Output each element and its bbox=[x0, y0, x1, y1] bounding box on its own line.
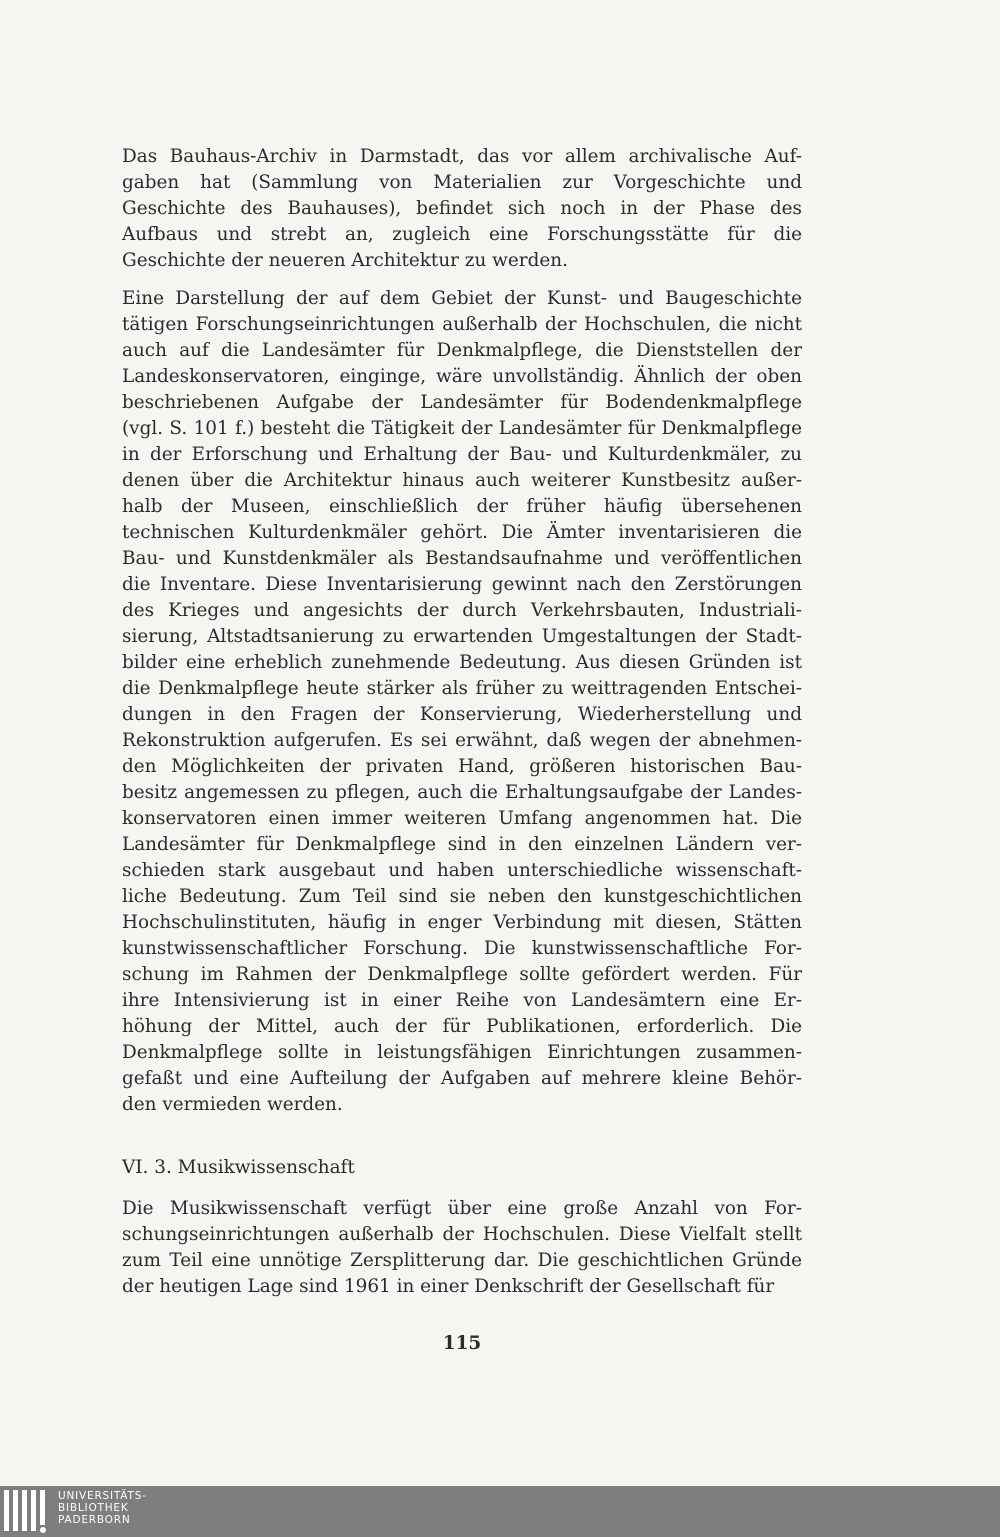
text-line: zum Teil eine unnötige Zersplitterung dar. Die geschichtlichen Gründe bbox=[122, 1250, 802, 1271]
text-line: gefaßt und eine Aufteilung der Aufgaben auf mehrere kleine Behör- bbox=[122, 1068, 802, 1089]
text-line: sierung, Altstadtsanierung zu erwartenden Umgestaltungen der Stadt- bbox=[122, 626, 802, 647]
text-line: Landeskonservatoren, einginge, wäre unvollständig. Ähnlich der oben bbox=[122, 366, 802, 387]
text-line: konservatoren einen immer weiteren Umfang angenommen hat. Die bbox=[122, 808, 802, 829]
text-line: Geschichte des Bauhauses), befindet sich noch in der Phase des bbox=[122, 198, 802, 219]
text-line: halb der Museen, einschließlich der früher häufig übersehenen bbox=[122, 496, 802, 517]
library-name bbox=[58, 1490, 147, 1526]
text-line: den vermieden werden. bbox=[122, 1094, 343, 1115]
barcode-icon bbox=[4, 1490, 50, 1533]
text-line: Landesämter für Denkmalpflege sind in den einzelnen Ländern ver- bbox=[122, 834, 802, 855]
text-line: Denkmalpflege sollte in leistungsfähigen Einrichtungen zusammen- bbox=[122, 1042, 802, 1063]
text-line: der heutigen Lage sind 1961 in einer Denkschrift der Gesellschaft für bbox=[122, 1276, 775, 1297]
text-line: schung im Rahmen der Denkmalpflege sollte gefördert werden. Für bbox=[122, 964, 802, 985]
page-number: 115 bbox=[442, 1333, 482, 1354]
text-line: die Inventare. Diese Inventarisierung gewinnt nach den Zerstörungen bbox=[122, 574, 802, 595]
text-line: (vgl. S. 101 f.) besteht die Tätigkeit der Landesämter für Denkmalpflege bbox=[122, 418, 802, 439]
text-line: Hochschulinstituten, häufig in enger Verbindung mit diesen, Stätten bbox=[122, 912, 802, 933]
text-line: Eine Darstellung der auf dem Gebiet der Kunst- und Baugeschichte bbox=[122, 288, 802, 309]
text-line: beschriebenen Aufgabe der Landesämter für Bodendenkmalpflege bbox=[122, 392, 802, 413]
text-line: gaben hat (Sammlung von Materialien zur Vorgeschichte und bbox=[122, 172, 802, 193]
library-footer bbox=[0, 1486, 1000, 1537]
text-line: Die Musikwissenschaft verfügt über eine große Anzahl von For- bbox=[122, 1198, 802, 1219]
text-line: des Krieges und angesichts der durch Verkehrsbauten, Industriali- bbox=[122, 600, 802, 621]
text-line: schungseinrichtungen außerhalb der Hochschulen. Diese Vielfalt stellt bbox=[122, 1224, 802, 1245]
text-line: technischen Kulturdenkmäler gehört. Die Ämter inventarisieren die bbox=[122, 522, 802, 543]
text-line: Rekonstruktion aufgerufen. Es sei erwähnt, daß wegen der abnehmen- bbox=[122, 730, 802, 751]
text-line: Geschichte der neueren Architektur zu werden. bbox=[122, 250, 568, 271]
text-line: kunstwissenschaftlicher Forschung. Die kunstwissenschaftliche For- bbox=[122, 938, 802, 959]
text-line: die Denkmalpflege heute stärker als früher zu weittragenden Entschei- bbox=[122, 678, 802, 699]
text-line: besitz angemessen zu pflegen, auch die Erhaltungsaufgabe der Landes- bbox=[122, 782, 802, 803]
library-name-line: UNIVERSITÄTS- bbox=[58, 1490, 147, 1502]
paragraph-musikwissenschaft bbox=[122, 1196, 802, 1300]
text-line: dungen in den Fragen der Konservierung, Wiederherstellung und bbox=[122, 704, 802, 725]
library-logo bbox=[4, 1490, 147, 1533]
text-line: den Möglichkeiten der privaten Hand, größeren historischen Bau- bbox=[122, 756, 802, 777]
text-line: tätigen Forschungseinrichtungen außerhalb der Hochschulen, die nicht bbox=[122, 314, 802, 335]
text-line: denen über die Architektur hinaus auch weiterer Kunstbesitz außer- bbox=[122, 470, 802, 491]
text-line: ihre Intensivierung ist in einer Reihe von Landesämtern eine Er- bbox=[122, 990, 802, 1011]
library-name-line: PADERBORN bbox=[58, 1514, 131, 1526]
text-line: auch auf die Landesämter für Denkmalpflege, die Dienststellen der bbox=[122, 340, 802, 361]
text-line: Aufbaus und strebt an, zugleich eine Forschungsstätte für die bbox=[122, 224, 802, 245]
text-line: höhung der Mittel, auch der für Publikationen, erforderlich. Die bbox=[122, 1016, 802, 1037]
paragraph-bauhaus-archiv bbox=[122, 144, 802, 274]
text-line: in der Erforschung und Erhaltung der Bau- und Kulturdenkmäler, zu bbox=[122, 444, 802, 465]
text-line: Bau- und Kunstdenkmäler als Bestandsaufnahme und veröffentlichen bbox=[122, 548, 802, 569]
section-heading: VI. 3. Musikwissenschaft bbox=[122, 1157, 355, 1178]
text-line: bilder eine erheblich zunehmende Bedeutung. Aus diesen Gründen ist bbox=[122, 652, 802, 673]
text-line: Das Bauhaus-Archiv in Darmstadt, das vor allem archivalische Auf- bbox=[122, 146, 802, 167]
paragraph-denkmalpflege bbox=[122, 286, 802, 1118]
text-line: liche Bedeutung. Zum Teil sind sie neben den kunstgeschichtlichen bbox=[122, 886, 802, 907]
library-name-line: BIBLIOTHEK bbox=[58, 1502, 129, 1514]
text-line: schieden stark ausgebaut und haben unterschiedliche wissenschaft- bbox=[122, 860, 802, 881]
